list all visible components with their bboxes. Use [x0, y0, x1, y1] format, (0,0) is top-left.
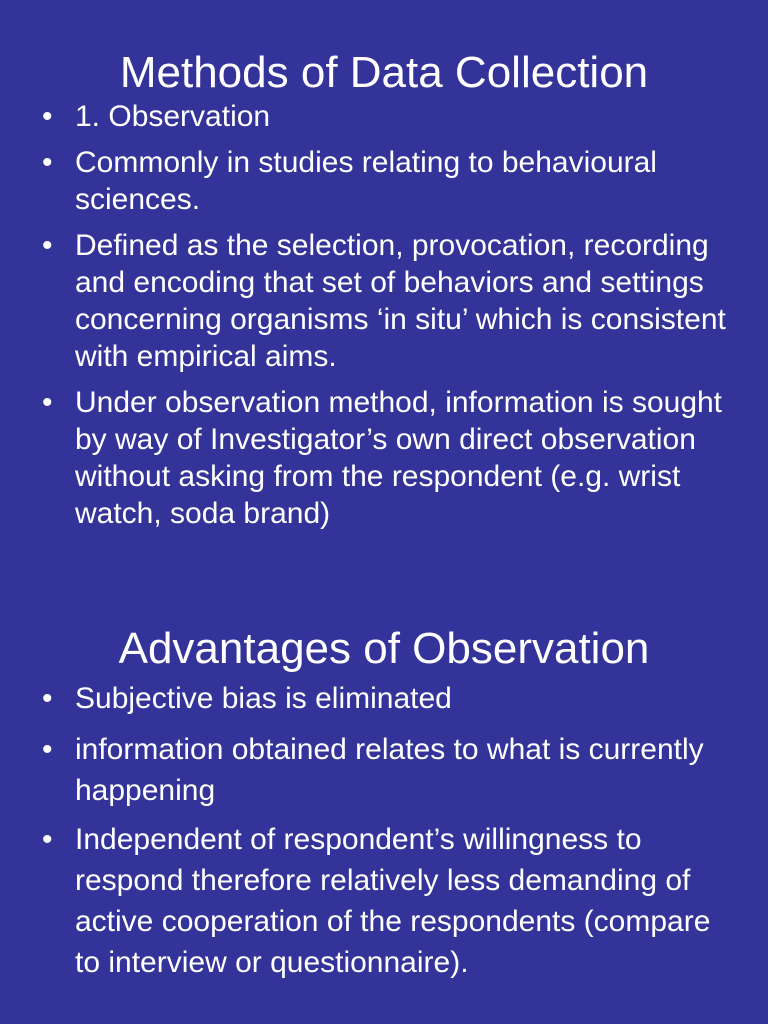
bullet-text: Subjective bias is eliminated: [75, 682, 452, 715]
bullet-list: [40, 98, 730, 541]
bullet-list: [40, 678, 730, 991]
bullet-text: Independent of respondent’s willingness to respond therefore relatively less demanding of active cooperation of the respondents (compare to interview or questionnaire).: [75, 823, 711, 979]
bullet-icon: •: [42, 386, 53, 419]
bullet-text: 1. Observation: [75, 100, 271, 133]
bullet-icon: •: [42, 100, 53, 133]
bullet-text: Defined as the selection, provocation, recording and encoding that set of behaviors and settings concerning organisms ‘in situ’ which is consistent with empirical aims.: [75, 229, 726, 373]
bullet-item: [40, 98, 730, 135]
slide-title: Advantages of Observation: [118, 624, 650, 673]
slide-advantages-of-observation: [0, 580, 768, 1024]
bullet-text: information obtained relates to what is currently happening: [75, 733, 704, 807]
slide-title: Methods of Data Collection: [119, 48, 649, 97]
bullet-text: Commonly in studies relating to behavioural sciences.: [75, 146, 657, 216]
bullet-icon: •: [42, 733, 53, 766]
bullet-text: Under observation method, information is sought by way of Investigator’s own direct observation without asking from the respondent (e.g. wrist watch, soda brand): [75, 386, 723, 530]
bullet-item: [40, 678, 730, 719]
bullet-item: [40, 819, 730, 983]
bullet-icon: •: [42, 146, 53, 179]
bullet-item: [40, 227, 730, 375]
bullet-icon: •: [42, 823, 53, 856]
bullet-icon: •: [42, 682, 53, 715]
bullet-item: [40, 144, 730, 218]
bullet-item: [40, 384, 730, 532]
bullet-item: [40, 729, 730, 811]
bullet-icon: •: [42, 229, 53, 262]
